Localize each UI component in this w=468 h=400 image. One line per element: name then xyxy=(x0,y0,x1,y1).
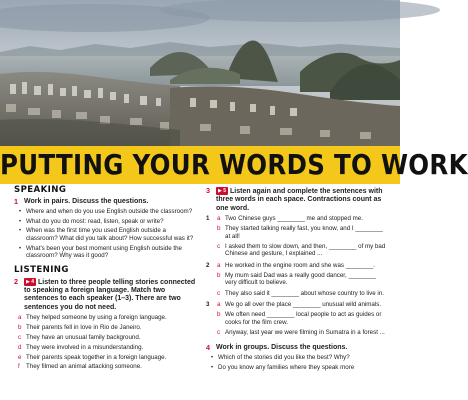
listening-sentences xyxy=(14,314,196,371)
list-item: a He worked in the engine room and she was ________. xyxy=(217,261,375,269)
list-item: • When was the first time you used English outside a classroom? What did you talk about? How successful was it? xyxy=(26,227,196,242)
list-item: • Do you know any families where they speak more xyxy=(218,364,388,372)
list-item: a Two Chinese guys ________ me and stopped me. xyxy=(217,214,363,222)
task-instruction: Listen to three people telling stories connected to speaking a foreign language. Match two sentences to each speaker (1–3). There are two sentences you do not need. xyxy=(24,278,196,311)
task-instruction: Listen again and complete the sentences with three words in each space. Contractions count as one word. xyxy=(216,188,383,212)
list-item: b We often need ________ local people to act as guides or cooks for the film crew. xyxy=(217,310,382,326)
list-item: c Anyway, last year we were filming in Sumatra in a forest ... xyxy=(217,328,385,336)
exercise-group-2: 2 a He worked in the engine room and she was ________. b My mum said Dad was a really good dancer, ________ very difficult to believe. c They also said it ________ about whose country to live in. xyxy=(206,262,388,300)
task-number: 4 xyxy=(206,342,210,352)
list-item: f They filmed an animal attacking someone. xyxy=(18,363,142,371)
left-column xyxy=(14,187,196,373)
task4-questions xyxy=(206,354,388,371)
list-item: b They started talking really fast, you know, and I ________ at all! xyxy=(217,225,383,240)
city-photo xyxy=(0,0,400,148)
list-item: c I asked them to slow down, and then, ________ of my bad Chinese and gesture, I explained ... xyxy=(217,242,386,258)
list-item: • What do you do most: read, listen, speak or write? xyxy=(26,218,196,226)
audio-track-icon[interactable]: ▶ 4 xyxy=(26,278,35,285)
list-item: c They have an unusual family background. xyxy=(18,333,141,341)
exercise-group-1: 1 a Two Chinese guys ________ me and stopped me. b They started talking really fast, you know, and I ________ at all! c I asked them to slow down, and then, ________ of my bad Chinese and gesture, I explained ... xyxy=(206,215,388,261)
task-3 xyxy=(206,187,388,213)
list-item: b My mum said Dad was a really good dancer, ________ very difficult to believe. xyxy=(217,271,376,287)
list-item: d They were involved in a misunderstanding. xyxy=(18,343,144,351)
task-number: 1 xyxy=(14,196,18,206)
list-item: • Where and when do you use English outside the classroom? xyxy=(26,208,196,216)
list-item: a We go all over the place ________ unusual wild animals. xyxy=(217,300,382,308)
page-title: PUTTING YOUR WORDS TO WORK xyxy=(0,148,468,181)
task-2 xyxy=(14,278,196,312)
listening-heading: LISTENING xyxy=(14,265,69,276)
right-column xyxy=(206,187,388,374)
title-banner xyxy=(0,146,468,184)
list-item: a They helped someone by using a foreign language. xyxy=(18,313,167,321)
exercise-group-3: 3 a We go all over the place ________ unusual wild animals. b We often need ________ local people to act as guides or cooks for the film crew. c Anyway, last year we were filming in Sumatra in a forest ... xyxy=(206,301,388,339)
task-instruction: Work in groups. Discuss the questions. xyxy=(216,343,348,351)
task-4 xyxy=(206,344,388,352)
list-item: c They also said it ________ about whose country to live in. xyxy=(217,289,384,297)
task-instruction: Work in pairs. Discuss the questions. xyxy=(24,197,149,205)
list-item: e Their parents speak together in a foreign language. xyxy=(18,353,167,361)
list-item: • What's been your best moment using English outside the classroom? Why was it good? xyxy=(26,245,196,260)
task-1 xyxy=(14,198,196,206)
list-item: • Which of the stories did you like the best? Why? xyxy=(218,354,388,362)
task-number: 3 xyxy=(206,186,210,195)
speaking-heading: SPEAKING xyxy=(14,185,67,195)
list-item: b Their parents fell in love in Rio de Janeiro. xyxy=(18,323,142,331)
task-number: 2 xyxy=(14,276,18,286)
speaking-questions xyxy=(14,208,196,260)
audio-track-icon[interactable]: ▶ 5 xyxy=(218,188,227,194)
